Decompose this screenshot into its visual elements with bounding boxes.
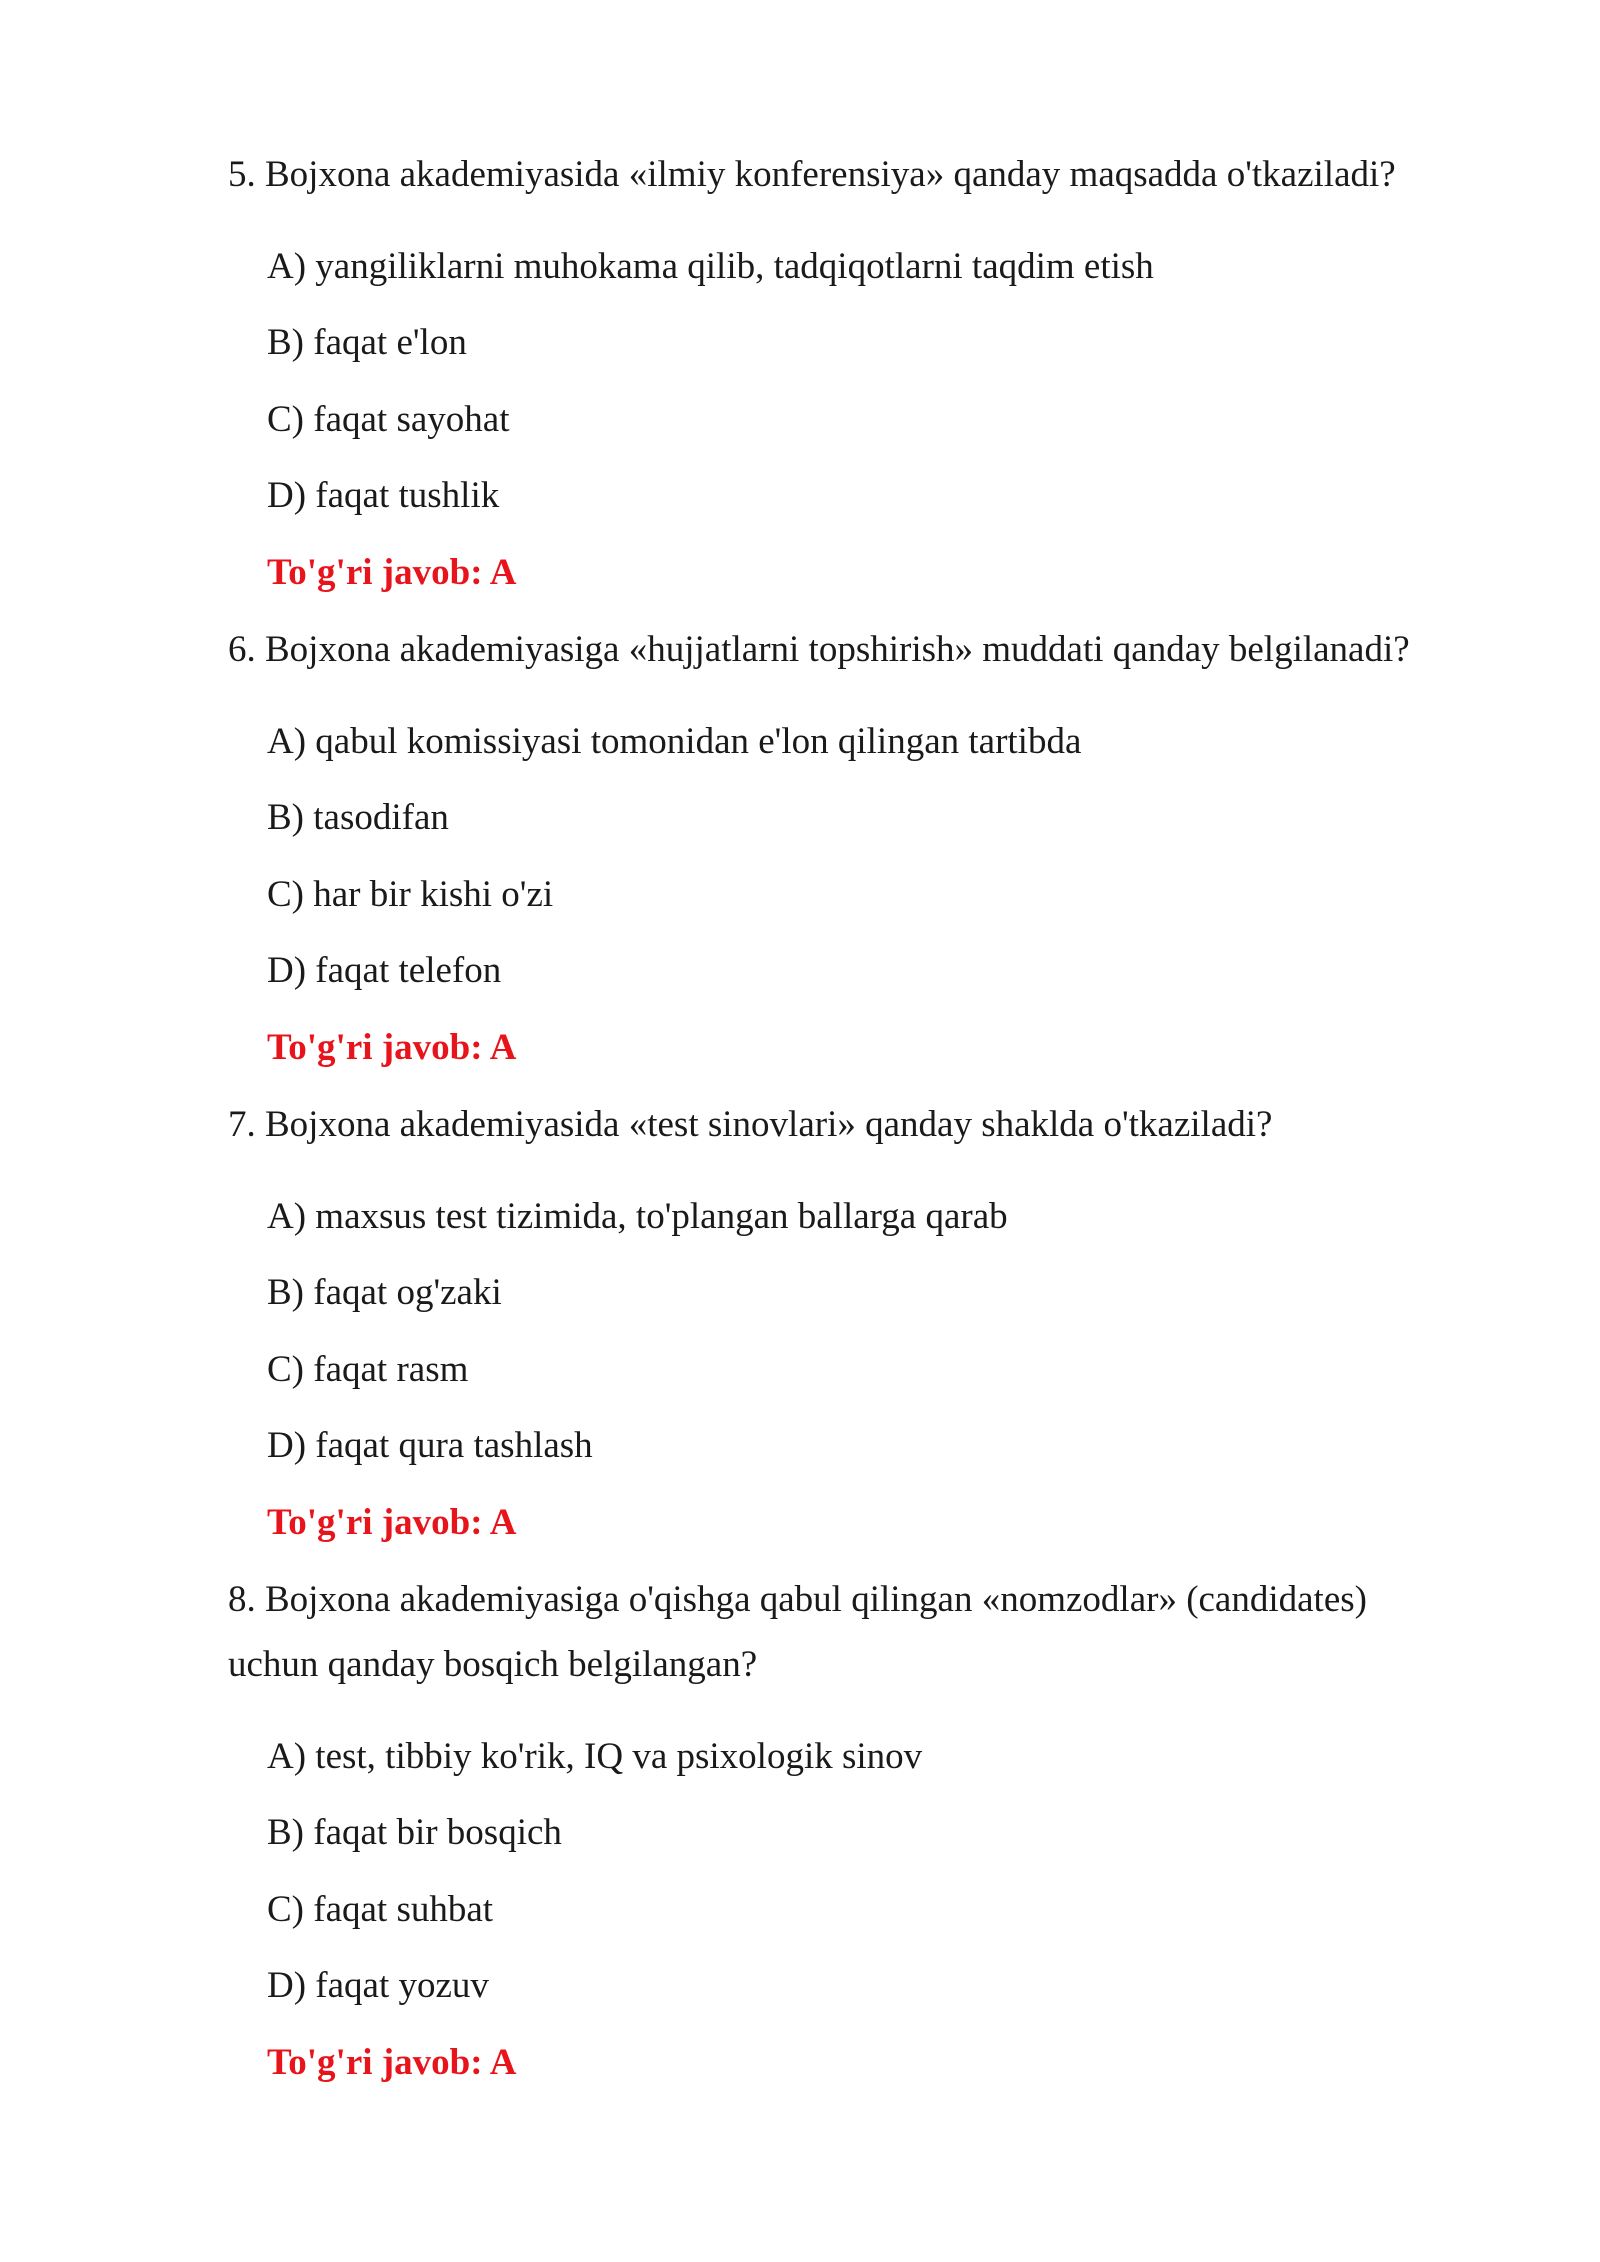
question-8-option-c: C) faqat suhbat <box>267 1889 494 1930</box>
question-8-option-d: D) faqat yozuv <box>267 1965 489 2006</box>
question-6-answer: To'g'ri javob: A <box>267 1027 517 1068</box>
question-7-option-a: A) maxsus test tizimida, to'plangan ballarga qarab <box>267 1196 1008 1237</box>
question-7-option-d: D) faqat qura tashlash <box>267 1425 593 1466</box>
question-5-option-d: D) faqat tushlik <box>267 475 500 516</box>
question-7-option-c: C) faqat rasm <box>267 1349 469 1390</box>
question-5-option-b: B) faqat e'lon <box>267 322 467 363</box>
question-5-text: 5. Bojxona akademiyasida «ilmiy konferensiya» qanday maqsadda o'tkaziladi? <box>228 154 1396 195</box>
question-6-option-a: A) qabul komissiyasi tomonidan e'lon qilingan tartibda <box>267 721 1082 762</box>
question-6-option-b: B) tasodifan <box>267 797 449 838</box>
question-5-answer: To'g'ri javob: A <box>267 552 517 593</box>
question-8-text-line-1: 8. Bojxona akademiyasiga o'qishga qabul qilingan «nomzodlar» (candidates) <box>228 1579 1367 1620</box>
question-8-option-a: A) test, tibbiy ko'rik, IQ va psixologik sinov <box>267 1736 923 1777</box>
question-5-option-c: C) faqat sayohat <box>267 399 510 440</box>
question-8-answer: To'g'ri javob: A <box>267 2042 517 2083</box>
question-6-option-d: D) faqat telefon <box>267 950 502 991</box>
question-6-option-c: C) har bir kishi o'zi <box>267 874 554 915</box>
question-7-text: 7. Bojxona akademiyasida «test sinovlari» qanday shaklda o'tkaziladi? <box>228 1104 1273 1145</box>
question-7-answer: To'g'ri javob: A <box>267 1502 517 1543</box>
question-8-text-line-2: uchun qanday bosqich belgilangan? <box>228 1644 758 1685</box>
question-8-option-b: B) faqat bir bosqich <box>267 1812 562 1853</box>
question-5-option-a: A) yangiliklarni muhokama qilib, tadqiqotlarni taqdim etish <box>267 246 1154 287</box>
question-7-option-b: B) faqat og'zaki <box>267 1272 502 1313</box>
question-6-text: 6. Bojxona akademiyasiga «hujjatlarni topshirish» muddati qanday belgilanadi? <box>228 629 1410 670</box>
